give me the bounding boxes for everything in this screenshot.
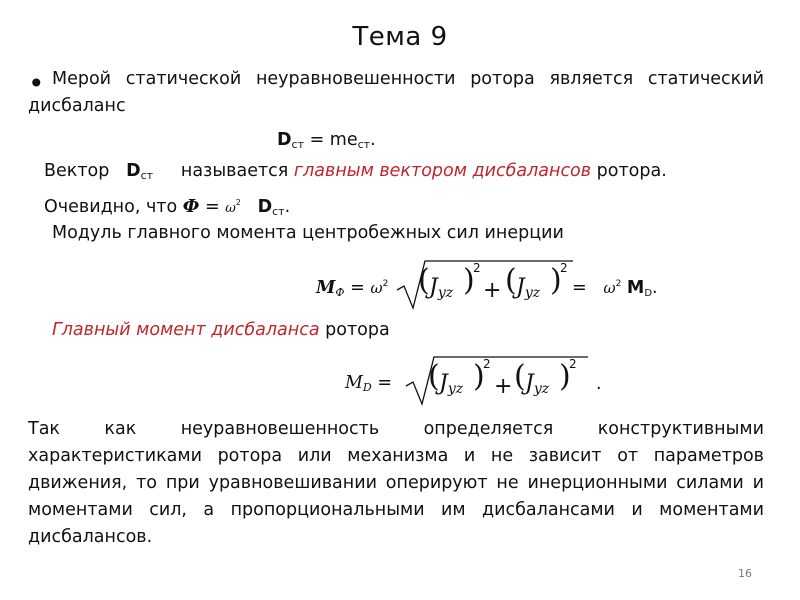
eq3-lhs: M [345, 373, 363, 393]
eq3-paren2-close: ) [559, 359, 571, 394]
p6-line3: движения, то при уравновешивании оперируют не инерционными силами и [28, 473, 764, 493]
p2-rest: ротора. [591, 161, 667, 181]
eq2-pow2: 2 [560, 261, 568, 275]
p3-phi: Ф [182, 196, 200, 217]
p3-eq: = [199, 196, 220, 217]
eq2-rhs-sub: D [644, 288, 653, 299]
p2-red-term: главным вектором дисбалансов [293, 161, 592, 181]
bullet: • [28, 67, 45, 100]
eq2-eq: = [350, 278, 365, 298]
eq3-paren2-open: ( [514, 359, 526, 394]
p3-end: . [284, 196, 291, 217]
eq3-end: . [596, 374, 602, 394]
eq3-lhs-sub: D [362, 381, 372, 394]
p3-d: D [257, 196, 273, 217]
p4: Модуль главного момента центробежных сил инерции [52, 223, 564, 243]
eq1-end: . [370, 130, 376, 150]
eq3-pow2: 2 [569, 357, 577, 371]
eq3-j2: $J_{yz}$ [525, 371, 550, 397]
slide-title: Тема 9 [352, 22, 448, 52]
eq2-sup: 2 [382, 279, 389, 290]
eq3-lhs-group [345, 373, 392, 394]
p5 [52, 317, 390, 344]
page-number: 16 [738, 567, 752, 580]
eq2-lhs-sub: Ф [335, 286, 345, 299]
eq1-rhs: = me [304, 130, 358, 150]
eq2-paren2-open: ( [505, 263, 517, 298]
p2 [44, 158, 667, 189]
omega-symbol: ω [603, 279, 616, 297]
p3-text: Очевидно, что [44, 196, 178, 217]
p2-vector-word: Вектор [44, 161, 110, 181]
p1-line1: Мерой статической неуравновешенности ротора является статический [52, 69, 764, 89]
eq1-rhs-sub: ст [357, 138, 371, 151]
eq2-paren1-open: ( [418, 263, 430, 298]
eq3-plus: + [494, 374, 513, 399]
p5-red-term: Главный момент дисбаланса [52, 320, 320, 340]
p3-d-sub: ст [272, 204, 285, 218]
eq2-eq3: = [572, 278, 587, 298]
eq3-pow1: 2 [483, 357, 491, 371]
eq2-sup2: 2 [615, 279, 622, 290]
p5-rest: ротора [319, 320, 390, 340]
eq3-paren1-open: ( [428, 359, 440, 394]
p2-d: D [126, 161, 141, 181]
p6-line4: моментами сил, а пропорциональными им дисбалансами и моментами [28, 500, 764, 520]
p2-called: называется [180, 161, 289, 181]
eq3-j1: $J_{yz}$ [439, 371, 464, 397]
eq2-lhs: M [316, 278, 336, 298]
eq3-eq: = [377, 373, 392, 393]
eq2-rhs-group [572, 278, 658, 299]
eq2-plus: + [483, 278, 502, 303]
p6-line2: характеристиками ротора или механизма и не зависит от параметров [28, 446, 764, 466]
eq1-lhs: D [277, 130, 292, 150]
p6-line5: дисбалансов. [28, 527, 153, 547]
p3-sup: 2 [235, 198, 241, 207]
p1-line2: дисбаланс [28, 96, 126, 116]
eq2-j1: $J_{yz}$ [429, 275, 454, 301]
omega-symbol: ω [370, 279, 383, 297]
eq2-j2: $J_{yz}$ [516, 275, 541, 301]
eq2-rhs: M [626, 278, 645, 298]
eq2-lhs-group [316, 278, 388, 299]
eq1-lhs-sub: ст [291, 138, 304, 151]
eq3-paren1-close: ) [473, 359, 485, 394]
eq2-pow1: 2 [473, 261, 481, 275]
eq2-end: . [652, 278, 658, 298]
p6-line1: Так как неуравновешенность определяется конструктивными [28, 419, 764, 439]
eq2-paren2-close: ) [550, 263, 562, 298]
eq2-paren1-close: ) [463, 263, 475, 298]
p2-d-sub: ст [140, 169, 154, 182]
equation-static-unbalance [277, 130, 376, 151]
omega-symbol: ω [225, 200, 236, 216]
